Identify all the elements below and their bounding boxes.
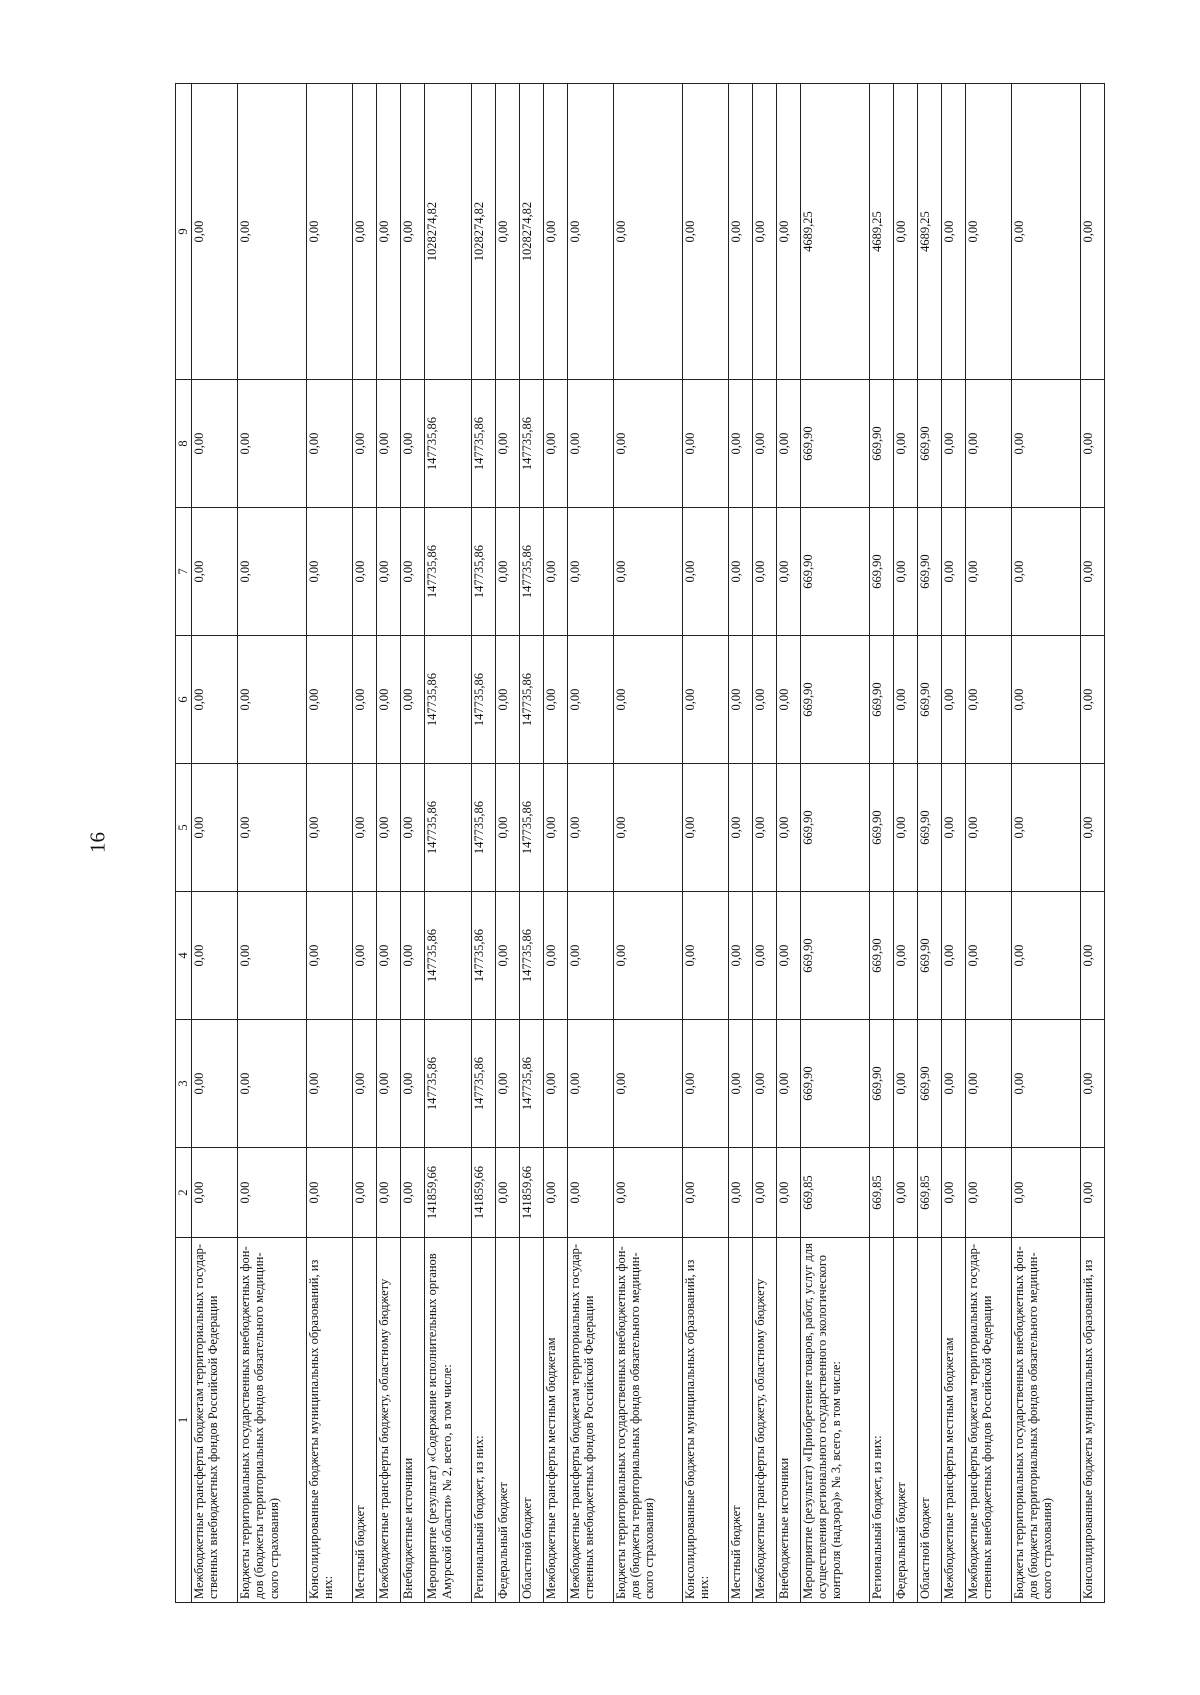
value-cell: 0,00 xyxy=(1080,1020,1104,1148)
value-cell: 669,90 xyxy=(869,764,893,892)
value-cell: 147735,86 xyxy=(471,892,495,1020)
value-cell: 0,00 xyxy=(729,508,753,636)
value-cell: 0,00 xyxy=(613,380,682,508)
value-cell: 147735,86 xyxy=(519,380,543,508)
value-cell: 0,00 xyxy=(893,636,917,764)
value-cell: 0,00 xyxy=(1080,380,1104,508)
value-cell: 0,00 xyxy=(353,508,377,636)
value-cell: 0,00 xyxy=(729,764,753,892)
value-cell: 147735,86 xyxy=(471,508,495,636)
value-cell: 0,00 xyxy=(192,1020,238,1148)
value-cell: 0,00 xyxy=(965,892,1011,1020)
value-cell: 0,00 xyxy=(307,380,353,508)
value-cell: 0,00 xyxy=(192,84,238,380)
column-header: 7 xyxy=(176,508,192,636)
row-label: Межбюджетные трансферты бюджетам территориальных государственных внебюджетных фондов Российской Федерации xyxy=(192,1238,238,1603)
value-cell: 0,00 xyxy=(238,1148,307,1238)
table-row xyxy=(777,84,801,1603)
row-label: Региональный бюджет, из них: xyxy=(471,1238,495,1603)
value-cell: 0,00 xyxy=(567,380,613,508)
value-cell: 147735,86 xyxy=(471,636,495,764)
value-cell: 0,00 xyxy=(893,84,917,380)
value-cell: 0,00 xyxy=(401,84,425,380)
value-cell: 0,00 xyxy=(353,380,377,508)
value-cell: 669,90 xyxy=(801,764,870,892)
value-cell: 0,00 xyxy=(543,380,567,508)
value-cell: 0,00 xyxy=(495,84,519,380)
value-cell: 669,90 xyxy=(917,636,941,764)
value-cell: 4689,25 xyxy=(917,84,941,380)
value-cell: 0,00 xyxy=(495,380,519,508)
column-header: 2 xyxy=(176,1148,192,1238)
value-cell: 0,00 xyxy=(729,1148,753,1238)
value-cell: 669,90 xyxy=(801,892,870,1020)
value-cell: 0,00 xyxy=(1012,508,1081,636)
value-cell: 0,00 xyxy=(965,1148,1011,1238)
value-cell: 0,00 xyxy=(238,380,307,508)
row-label: Региональный бюджет, из них: xyxy=(869,1238,893,1603)
value-cell: 1028274,82 xyxy=(519,84,543,380)
value-cell: 0,00 xyxy=(893,764,917,892)
value-cell: 147735,86 xyxy=(519,764,543,892)
value-cell: 147735,86 xyxy=(425,764,471,892)
value-cell: 0,00 xyxy=(353,764,377,892)
value-cell: 0,00 xyxy=(777,1020,801,1148)
value-cell: 669,90 xyxy=(869,380,893,508)
value-cell: 147735,86 xyxy=(425,892,471,1020)
table-row xyxy=(543,84,567,1603)
value-cell: 0,00 xyxy=(1012,84,1081,380)
table-row xyxy=(893,84,917,1603)
value-cell: 0,00 xyxy=(729,1020,753,1148)
value-cell: 0,00 xyxy=(1012,1020,1081,1148)
value-cell: 0,00 xyxy=(192,892,238,1020)
value-cell: 0,00 xyxy=(941,1148,965,1238)
value-cell: 0,00 xyxy=(941,636,965,764)
column-header: 9 xyxy=(176,84,192,380)
row-label: Местный бюджет xyxy=(353,1238,377,1603)
value-cell: 0,00 xyxy=(941,764,965,892)
value-cell: 0,00 xyxy=(495,1020,519,1148)
value-cell: 0,00 xyxy=(682,892,728,1020)
value-cell: 0,00 xyxy=(401,764,425,892)
value-cell: 147735,86 xyxy=(471,380,495,508)
value-cell: 0,00 xyxy=(941,84,965,380)
value-cell: 141859,66 xyxy=(471,1148,495,1238)
value-cell: 0,00 xyxy=(238,1020,307,1148)
row-label: Консолидированные бюджеты муниципальных образований, из xyxy=(1080,1238,1104,1603)
value-cell: 0,00 xyxy=(567,1148,613,1238)
value-cell: 147735,86 xyxy=(519,1020,543,1148)
value-cell: 0,00 xyxy=(238,636,307,764)
value-cell: 1028274,82 xyxy=(471,84,495,380)
value-cell: 0,00 xyxy=(893,1020,917,1148)
budget-table xyxy=(175,83,1105,1603)
value-cell: 4689,25 xyxy=(801,84,870,380)
value-cell: 0,00 xyxy=(307,764,353,892)
value-cell: 0,00 xyxy=(567,636,613,764)
value-cell: 0,00 xyxy=(307,636,353,764)
table-row xyxy=(471,84,495,1603)
value-cell: 0,00 xyxy=(965,380,1011,508)
table-row xyxy=(801,84,870,1603)
row-label: Межбюджетные трансферты местным бюджетам xyxy=(941,1238,965,1603)
value-cell: 0,00 xyxy=(567,892,613,1020)
value-cell: 0,00 xyxy=(567,508,613,636)
value-cell: 0,00 xyxy=(353,1020,377,1148)
row-label: Консолидированные бюджеты муниципальных образований, из них: xyxy=(682,1238,728,1603)
value-cell: 0,00 xyxy=(965,508,1011,636)
table-row xyxy=(567,84,613,1603)
value-cell: 0,00 xyxy=(192,764,238,892)
value-cell: 0,00 xyxy=(965,1020,1011,1148)
value-cell: 147735,86 xyxy=(519,508,543,636)
column-header: 5 xyxy=(176,764,192,892)
value-cell: 0,00 xyxy=(729,892,753,1020)
column-header: 4 xyxy=(176,892,192,1020)
value-cell: 0,00 xyxy=(377,1020,401,1148)
row-label: Бюджеты территориальных государственных внебюджетных фондов (бюджеты территориальных фондов обязательного медицинского страхования) xyxy=(1012,1238,1081,1603)
value-cell: 0,00 xyxy=(893,892,917,1020)
value-cell: 147735,86 xyxy=(425,380,471,508)
value-cell: 0,00 xyxy=(353,636,377,764)
value-cell: 0,00 xyxy=(965,84,1011,380)
value-cell: 0,00 xyxy=(495,508,519,636)
value-cell: 0,00 xyxy=(729,636,753,764)
value-cell: 0,00 xyxy=(192,1148,238,1238)
rotated-page xyxy=(175,83,1105,1603)
value-cell: 0,00 xyxy=(1080,1148,1104,1238)
value-cell: 0,00 xyxy=(543,1020,567,1148)
value-cell: 0,00 xyxy=(941,508,965,636)
row-label: Мероприятие (результат) «Содержание исполнительных органов Амурской области» № 2, всего, в том числе: xyxy=(425,1238,471,1603)
value-cell: 147735,86 xyxy=(425,1020,471,1148)
value-cell: 0,00 xyxy=(1012,764,1081,892)
value-cell: 0,00 xyxy=(753,892,777,1020)
value-cell: 0,00 xyxy=(377,764,401,892)
value-cell: 0,00 xyxy=(682,764,728,892)
value-cell: 0,00 xyxy=(307,1148,353,1238)
value-cell: 0,00 xyxy=(377,84,401,380)
value-cell: 0,00 xyxy=(401,1020,425,1148)
table-row xyxy=(519,84,543,1603)
value-cell: 0,00 xyxy=(1080,84,1104,380)
table-row xyxy=(1012,84,1081,1603)
value-cell: 0,00 xyxy=(753,380,777,508)
value-cell: 669,90 xyxy=(917,508,941,636)
value-cell: 147735,86 xyxy=(471,1020,495,1148)
value-cell: 0,00 xyxy=(495,1148,519,1238)
value-cell: 0,00 xyxy=(965,636,1011,764)
value-cell: 0,00 xyxy=(307,508,353,636)
value-cell: 669,90 xyxy=(917,764,941,892)
table-row xyxy=(965,84,1011,1603)
row-label: Областной бюджет xyxy=(519,1238,543,1603)
table-row xyxy=(941,84,965,1603)
table-row xyxy=(238,84,307,1603)
row-label: Межбюджетные трансферты местным бюджетам xyxy=(543,1238,567,1603)
value-cell: 0,00 xyxy=(613,1020,682,1148)
row-label: Внебюджетные источники xyxy=(777,1238,801,1603)
value-cell: 0,00 xyxy=(377,1148,401,1238)
row-label: Местный бюджет xyxy=(729,1238,753,1603)
table-row xyxy=(192,84,238,1603)
value-cell: 0,00 xyxy=(613,892,682,1020)
value-cell: 669,90 xyxy=(917,892,941,1020)
value-cell: 0,00 xyxy=(682,380,728,508)
value-cell: 0,00 xyxy=(495,764,519,892)
column-header: 6 xyxy=(176,636,192,764)
row-label: Внебюджетные источники xyxy=(401,1238,425,1603)
value-cell: 0,00 xyxy=(495,636,519,764)
value-cell: 0,00 xyxy=(893,508,917,636)
table-row xyxy=(917,84,941,1603)
table-row xyxy=(753,84,777,1603)
value-cell: 0,00 xyxy=(753,1020,777,1148)
value-cell: 0,00 xyxy=(543,508,567,636)
value-cell: 669,90 xyxy=(801,1020,870,1148)
value-cell: 0,00 xyxy=(353,84,377,380)
value-cell: 0,00 xyxy=(238,892,307,1020)
value-cell: 0,00 xyxy=(965,764,1011,892)
value-cell: 0,00 xyxy=(353,892,377,1020)
value-cell: 0,00 xyxy=(777,764,801,892)
value-cell: 0,00 xyxy=(543,84,567,380)
value-cell: 0,00 xyxy=(401,508,425,636)
column-header: 1 xyxy=(176,1238,192,1603)
table-row xyxy=(401,84,425,1603)
value-cell: 0,00 xyxy=(307,892,353,1020)
value-cell: 0,00 xyxy=(753,1148,777,1238)
value-cell: 0,00 xyxy=(753,84,777,380)
value-cell: 4689,25 xyxy=(869,84,893,380)
row-label: Бюджеты территориальных государственных внебюджетных фондов (бюджеты территориальных фондов обязательного медицинского страхования) xyxy=(238,1238,307,1603)
value-cell: 669,85 xyxy=(801,1148,870,1238)
row-label: Бюджеты территориальных государственных внебюджетных фондов (бюджеты территориальных фондов обязательного медицинского страхования) xyxy=(613,1238,682,1603)
value-cell: 0,00 xyxy=(1080,508,1104,636)
value-cell: 0,00 xyxy=(682,508,728,636)
value-cell: 0,00 xyxy=(613,764,682,892)
value-cell: 0,00 xyxy=(777,636,801,764)
value-cell: 669,90 xyxy=(869,636,893,764)
value-cell: 1028274,82 xyxy=(425,84,471,380)
table-row xyxy=(729,84,753,1603)
value-cell: 0,00 xyxy=(377,508,401,636)
row-label: Областной бюджет xyxy=(917,1238,941,1603)
value-cell: 669,90 xyxy=(869,892,893,1020)
table-row xyxy=(613,84,682,1603)
table-row xyxy=(495,84,519,1603)
value-cell: 0,00 xyxy=(377,636,401,764)
value-cell: 0,00 xyxy=(941,1020,965,1148)
value-cell: 0,00 xyxy=(543,892,567,1020)
table-row xyxy=(377,84,401,1603)
value-cell: 0,00 xyxy=(613,84,682,380)
column-header: 3 xyxy=(176,1020,192,1148)
value-cell: 0,00 xyxy=(1012,636,1081,764)
value-cell: 669,90 xyxy=(869,1020,893,1148)
value-cell: 0,00 xyxy=(613,636,682,764)
value-cell: 0,00 xyxy=(753,636,777,764)
value-cell: 0,00 xyxy=(613,1148,682,1238)
row-label: Федеральный бюджет xyxy=(495,1238,519,1603)
value-cell: 0,00 xyxy=(777,508,801,636)
value-cell: 0,00 xyxy=(307,1020,353,1148)
value-cell: 0,00 xyxy=(753,764,777,892)
value-cell: 669,90 xyxy=(801,636,870,764)
value-cell: 0,00 xyxy=(1080,636,1104,764)
page-number: 16 xyxy=(85,832,110,853)
row-label: Межбюджетные трансферты бюджетам территориальных государственных внебюджетных фондов Российской Федерации xyxy=(567,1238,613,1603)
value-cell: 0,00 xyxy=(893,1148,917,1238)
value-cell: 669,85 xyxy=(869,1148,893,1238)
value-cell: 0,00 xyxy=(1080,892,1104,1020)
row-label: Мероприятие (результат) «Приобретение товаров, работ, услуг для осуществления регионального государственного экологического контроля (надзора)» № 3, всего, в том числе: xyxy=(801,1238,870,1603)
row-label: Межбюджетные трансферты бюджету, областному бюджету xyxy=(377,1238,401,1603)
value-cell: 0,00 xyxy=(729,380,753,508)
value-cell: 0,00 xyxy=(777,84,801,380)
row-label: Консолидированные бюджеты муниципальных образований, из них: xyxy=(307,1238,353,1603)
value-cell: 0,00 xyxy=(238,764,307,892)
value-cell: 0,00 xyxy=(941,892,965,1020)
value-cell: 0,00 xyxy=(567,84,613,380)
value-cell: 669,90 xyxy=(801,508,870,636)
row-label: Межбюджетные трансферты бюджету, областному бюджету xyxy=(753,1238,777,1603)
table-row xyxy=(307,84,353,1603)
value-cell: 669,90 xyxy=(801,380,870,508)
value-cell: 0,00 xyxy=(543,764,567,892)
value-cell: 0,00 xyxy=(353,1148,377,1238)
value-cell: 0,00 xyxy=(567,1020,613,1148)
value-cell: 0,00 xyxy=(682,84,728,380)
value-cell: 0,00 xyxy=(495,892,519,1020)
value-cell: 669,90 xyxy=(917,1020,941,1148)
value-cell: 0,00 xyxy=(1012,892,1081,1020)
table-body xyxy=(192,84,1105,1603)
value-cell: 0,00 xyxy=(192,508,238,636)
value-cell: 0,00 xyxy=(777,380,801,508)
value-cell: 0,00 xyxy=(307,84,353,380)
row-label: Межбюджетные трансферты бюджетам территориальных государственных внебюджетных фондов Российской Федерации xyxy=(965,1238,1011,1603)
value-cell: 0,00 xyxy=(893,380,917,508)
row-label: Федеральный бюджет xyxy=(893,1238,917,1603)
value-cell: 0,00 xyxy=(682,636,728,764)
value-cell: 0,00 xyxy=(682,1020,728,1148)
table-row xyxy=(353,84,377,1603)
value-cell: 0,00 xyxy=(238,84,307,380)
table-row xyxy=(1080,84,1104,1603)
value-cell: 0,00 xyxy=(401,892,425,1020)
value-cell: 0,00 xyxy=(401,380,425,508)
value-cell: 0,00 xyxy=(238,508,307,636)
value-cell: 0,00 xyxy=(1012,1148,1081,1238)
value-cell: 0,00 xyxy=(377,892,401,1020)
value-cell: 0,00 xyxy=(941,380,965,508)
value-cell: 0,00 xyxy=(192,636,238,764)
value-cell: 0,00 xyxy=(613,508,682,636)
value-cell: 0,00 xyxy=(543,636,567,764)
value-cell: 669,90 xyxy=(869,508,893,636)
value-cell: 147735,86 xyxy=(519,892,543,1020)
value-cell: 0,00 xyxy=(753,508,777,636)
value-cell: 0,00 xyxy=(1080,764,1104,892)
value-cell: 0,00 xyxy=(401,636,425,764)
value-cell: 0,00 xyxy=(682,1148,728,1238)
value-cell: 0,00 xyxy=(192,380,238,508)
value-cell: 669,85 xyxy=(917,1148,941,1238)
header-row xyxy=(176,84,192,1603)
value-cell: 0,00 xyxy=(543,1148,567,1238)
table-row xyxy=(682,84,728,1603)
value-cell: 147735,86 xyxy=(471,764,495,892)
table-row xyxy=(425,84,471,1603)
value-cell: 0,00 xyxy=(777,892,801,1020)
value-cell: 0,00 xyxy=(729,84,753,380)
value-cell: 141859,66 xyxy=(519,1148,543,1238)
value-cell: 0,00 xyxy=(567,764,613,892)
column-header: 8 xyxy=(176,380,192,508)
value-cell: 141859,66 xyxy=(425,1148,471,1238)
value-cell: 147735,86 xyxy=(519,636,543,764)
value-cell: 147735,86 xyxy=(425,636,471,764)
value-cell: 0,00 xyxy=(377,380,401,508)
value-cell: 669,90 xyxy=(917,380,941,508)
value-cell: 147735,86 xyxy=(425,508,471,636)
value-cell: 0,00 xyxy=(777,1148,801,1238)
table-row xyxy=(869,84,893,1603)
value-cell: 0,00 xyxy=(401,1148,425,1238)
value-cell: 0,00 xyxy=(1012,380,1081,508)
